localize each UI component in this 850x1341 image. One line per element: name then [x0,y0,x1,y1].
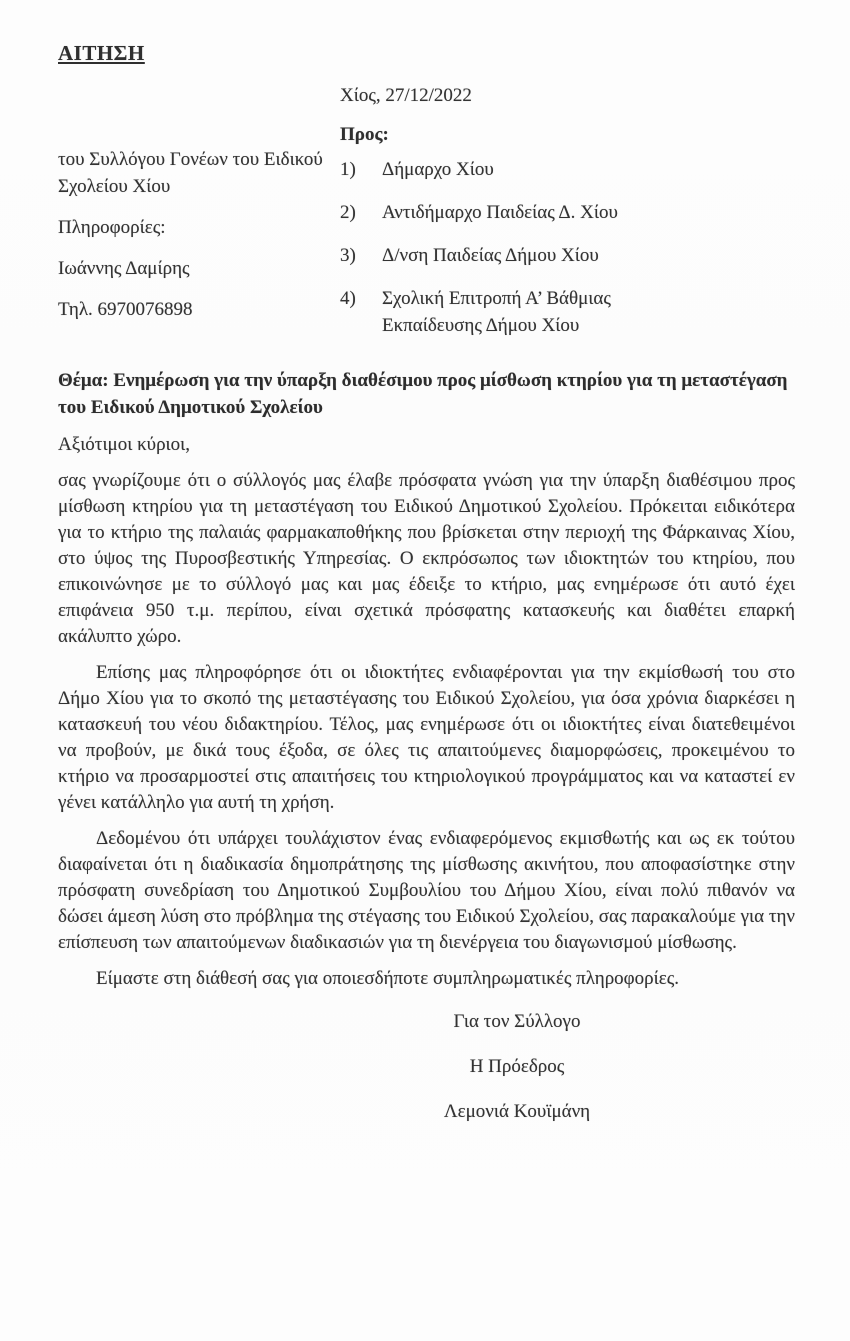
salutation: Αξιότιμοι κύριοι, [58,434,191,455]
signature-role-line: Η Πρόεδρος [469,1056,565,1077]
body-paragraph-4: Είμαστε στη διάθεσή σας για οποιεσδήποτε συμπληρωματικές πληροφορίες. [96,968,679,989]
recipient-number: 3) [340,245,356,266]
sender-phone: Τηλ. 6970076898 [58,299,193,320]
sender-contact-name: Ιωάννης Δαμίρης [58,258,190,279]
recipient-number: 1) [340,159,356,180]
body-paragraph-2: Επίσης μας πληροφόρησε ότι οι ιδιοκτήτες ενδιαφέρονται για την εκμίσθωσή του στο Δήμο Χίου για το σκοπό της μεταστέγασης του Ειδικού Σχολείου, για όσα χρόνια διαρκέσει η κατασκευή του νέου διδακτηρίου. Τέλος, μας ενημέρωσε ότι οι ιδιοκτήτες είναι διατεθειμένοι να προβούν, με δικά τους έξοδα, σε όλες τις απαιτούμενες διαμορφώσεις, προκειμένου το κτήριο να προσαρμοστεί στις απαιτήσεις του κτηριολογικού προγράμματος και να καταστεί εν γένει κατάλληλο για αυτή τη χρήση. [58,662,795,813]
recipient-number: 2) [340,202,356,223]
sender-organization: του Συλλόγου Γονέων του Ειδικού Σχολείου Χίου [58,149,323,197]
body-paragraph-3: Δεδομένου ότι υπάρχει τουλάχιστον ένας ενδιαφερόμενος εκμισθωτής και ως εκ τούτου διαφαίνεται ότι η διαδικασία δημοπράτησης της μίσθωσης ακινήτου, που αποφασίστηκε στην πρόσφατη συνεδρίαση του Δημοτικού Συμβουλίου του Δήμου Χίου, είναι πολύ πιθανόν να δώσει άμεση λύση στο πρόβλημα της στέγασης του Ειδικού Σχολείου, σας παρακαλούμε για την επίσπευση των απαιτούμενων διαδικασιών για τη διενέργεια του διαγωνισμού μίσθωσης. [58,828,795,953]
recipient-item [340,285,660,339]
recipient-block [340,82,795,355]
recipient-item [340,156,660,183]
subject-line: Θέμα: Ενημέρωση για την ύπαρξη διαθέσιμου προς μίσθωση κτηρίου για τη μεταστέγαση του Ειδικού Δημοτικού Σχολείου [58,370,788,418]
sender-block [58,146,340,355]
signature-block [367,1008,667,1125]
date-place: Χίος, 27/12/2022 [340,85,472,106]
document-title: ΑΙΤΗΣΗ [58,41,145,65]
recipient-text: Δήμαρχο Χίου [382,159,494,180]
recipient-number: 4) [340,288,356,309]
body-paragraph-1: σας γνωρίζουμε ότι ο σύλλογός μας έλαβε πρόσφατα γνώση για την ύπαρξη διαθέσιμου προς μίσθωση κτηρίου για τη μεταστέγαση του Ειδικού Δημοτικού Σχολείου. Πρόκειται ειδικότερα για το κτήριο της παλαιάς φαρμακαποθήκης που βρίσκεται στην περιοχή της Φάρκαινας Χίου, στο ύψος της Πυροσβεστικής Υπηρεσίας. Ο εκπρόσωπος των ιδιοκτητών του κτηρίου, που επικοινώνησε με το σύλλογό μας και μας έδειξε το κτήριο, μας ενημέρωσε ότι αυτό έχει επιφάνεια 950 τ.μ. περίπου, είναι σχετικά πρόσφατης κατασκευής και διαθέτει επαρκή ακάλυπτο χώρο. [58,470,795,647]
recipient-item [340,242,660,269]
recipient-text: Σχολική Επιτροπή Α’ Βάθμιας Εκπαίδευσης Δήμου Χίου [382,288,611,336]
sender-info-label: Πληροφορίες: [58,217,166,238]
recipient-text: Αντιδήμαρχο Παιδείας Δ. Χίου [382,202,618,223]
recipient-text: Δ/νση Παιδείας Δήμου Χίου [382,245,599,266]
recipient-item [340,199,660,226]
signature-name-line: Λεμονιά Κουϊμάνη [443,1101,591,1122]
recipient-list [340,156,795,339]
signature-for-line: Για τον Σύλλογο [453,1011,581,1032]
recipients-label: Προς: [340,124,389,145]
letter-header [58,82,795,355]
